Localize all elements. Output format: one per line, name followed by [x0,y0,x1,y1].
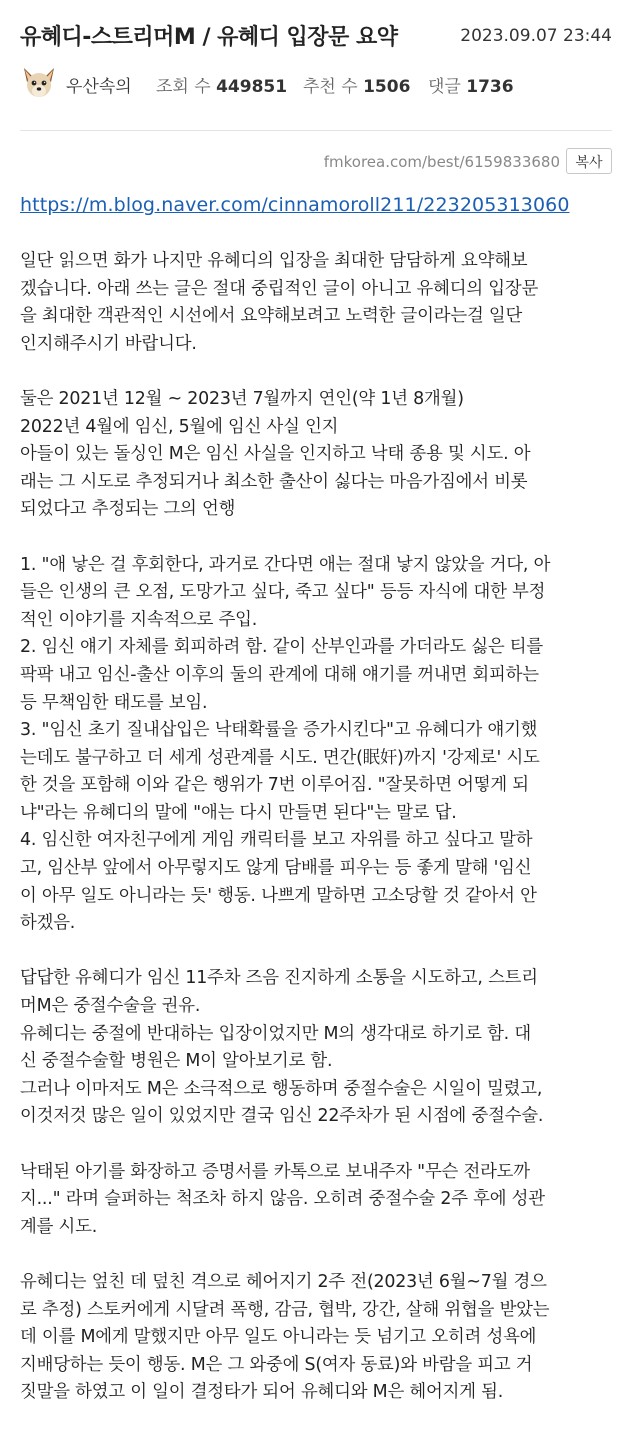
body-line: 데 이를 M에게 말했지만 아무 일도 아니라는 듯 넘기고 오히려 성욕에 [20,1327,537,1348]
body-line: 인지해주시기 바랍니다. [20,333,197,354]
body-line: 되었다고 추정되는 그의 언행 [20,499,236,520]
source-url: fmkorea.com/best/6159833680 [323,153,560,171]
blog-link[interactable]: https://m.blog.naver.com/cinnamoroll211/223205313060 [20,194,570,216]
comment-count[interactable] [428,72,514,97]
body-line: 한 것을 포함해 이와 같은 행위가 7번 이루어짐. "잘못하면 어떻게 되 [20,775,529,796]
body-line: 계를 시도. [20,1216,98,1237]
post-body [20,248,612,1407]
body-line: 3. "임신 초기 질내삽입은 낙태확률을 증가시킨다"고 유혜디가 얘기했 [20,720,538,741]
body-line: 래는 그 시도로 추정되거나 최소한 출산이 싫다는 마음가짐에서 비롯 [20,471,528,492]
paragraph-gap [20,1241,612,1269]
post-header [20,20,620,56]
body-line: 냐"라는 유혜디의 말에 "애는 다시 만들면 된다"는 말로 답. [20,802,457,823]
comment-count-value: 1736 [466,77,514,97]
body-line: 답답한 유혜디가 임신 11주차 즈음 진지하게 소통을 시도하고, 스트리 [20,968,538,989]
view-count [156,72,287,97]
body-line: 등 무책임한 태도를 보임. [20,692,208,713]
body-line: 고, 임산부 앞에서 아무렇지도 않게 담배를 피우는 등 좋게 말해 '임신 [20,858,532,879]
body-line: 들은 인생의 큰 오점, 도망가고 싶다, 죽고 싶다" 등등 자식에 대한 부정 [20,582,546,603]
body-line: 하겠음. [20,913,76,934]
body-line: 겠습니다. 아래 쓰는 글은 절대 중립적인 글이 아니고 유혜디의 입장문 [20,278,539,299]
body-line: 둘은 2021년 12월 ~ 2023년 7월까지 연인(약 1년 8개월) [20,388,464,409]
body-line: 로 추정) 스토커에게 시달려 폭행, 감금, 협박, 강간, 살해 위협을 받았는 [20,1299,550,1320]
body-line: 낙태된 아기를 화장하고 증명서를 카톡으로 보내주자 "무슨 전라도까 [20,1161,530,1182]
body-line: 머M은 중절수술을 권유. [20,996,201,1017]
header-divider [20,130,612,131]
body-line: 2022년 4월에 임신, 5월에 임신 사실 인지 [20,416,339,437]
body-line: 4. 임신한 여자친구에게 게임 캐릭터를 보고 자위를 하고 싶다고 말하 [20,830,533,851]
body-line: 는데도 불구하고 더 세게 성관계를 시도. 면간(眠奸)까지 '강제로' 시도 [20,747,540,768]
body-line: 1. "애 낳은 걸 후회한다, 과거로 간다면 애는 절대 낳지 않았을 거다, 아 [20,554,551,575]
view-count-label: 조회 수 [156,77,211,97]
body-line: 적인 이야기를 지속적으로 주입. [20,609,258,630]
post-date: 2023.09.07 23:44 [460,26,612,46]
body-line: 지배당하는 듯이 행동. M은 그 와중에 S(여자 동료)와 바람을 피고 거 [20,1354,533,1375]
comment-count-label: 댓글 [428,77,461,97]
body-line: 을 최대한 객관적인 시선에서 요약해보려고 노력한 글이라는걸 일단 [20,306,523,327]
recommend-count-value: 1506 [363,77,411,97]
body-line: 2. 임신 얘기 자체를 회피하려 함. 같이 산부인과를 가더라도 싫은 티를 [20,637,543,658]
paragraph-gap [20,1131,612,1159]
body-line: 그러나 이마저도 M은 소극적으로 행동하며 중절수술은 시일이 밀렸고, [20,1078,543,1099]
recommend-count-label: 추천 수 [303,77,358,97]
post-title: 유혜디-스트리머M / 유혜디 입장문 요약 [20,25,398,50]
body-line: 유혜디는 엎친 데 덮친 격으로 헤어지기 2주 전(2023년 6월~7월 경으 [20,1271,547,1292]
dog-avatar-icon[interactable] [20,66,58,100]
post-meta [20,66,620,102]
paragraph-gap [20,524,612,552]
body-line: 짓말을 하였고 이 일이 결정타가 되어 유혜디와 M은 헤어지게 됨. [20,1382,504,1403]
copy-url-button[interactable]: 복사 [566,148,612,174]
body-line: 유혜디는 중절에 반대하는 입장이었지만 M의 생각대로 하기로 함. 대 [20,1023,531,1044]
body-line: 이 아무 일도 아니라는 듯' 행동. 나쁘게 말하면 고소당할 것 같아서 안 [20,885,537,906]
paragraph-gap [20,938,612,966]
body-line: 아들이 있는 돌싱인 M은 임신 사실을 인지하고 낙태 종용 및 시도. 아 [20,444,531,465]
view-count-value: 449851 [216,77,288,97]
author-name[interactable]: 우산속의 [66,77,132,97]
body-line: 팍팍 내고 임신-출산 이후의 둘의 관계에 대해 얘기를 꺼내면 회피하는 [20,664,539,685]
body-line: 신 중절수술할 병원은 M이 알아보기로 함. [20,1051,333,1072]
body-line: 일단 읽으면 화가 나지만 유혜디의 입장을 최대한 담담하게 요약해보 [20,251,528,271]
recommend-count [303,72,410,97]
body-line: 지..." 라며 슬퍼하는 척조차 하지 않음. 오히려 중절수술 2주 후에 성관 [20,1189,545,1210]
paragraph-gap [20,358,612,386]
body-line: 이것저것 많은 일이 있었지만 결국 임신 22주차가 된 시점에 중절수술. [20,1106,544,1127]
